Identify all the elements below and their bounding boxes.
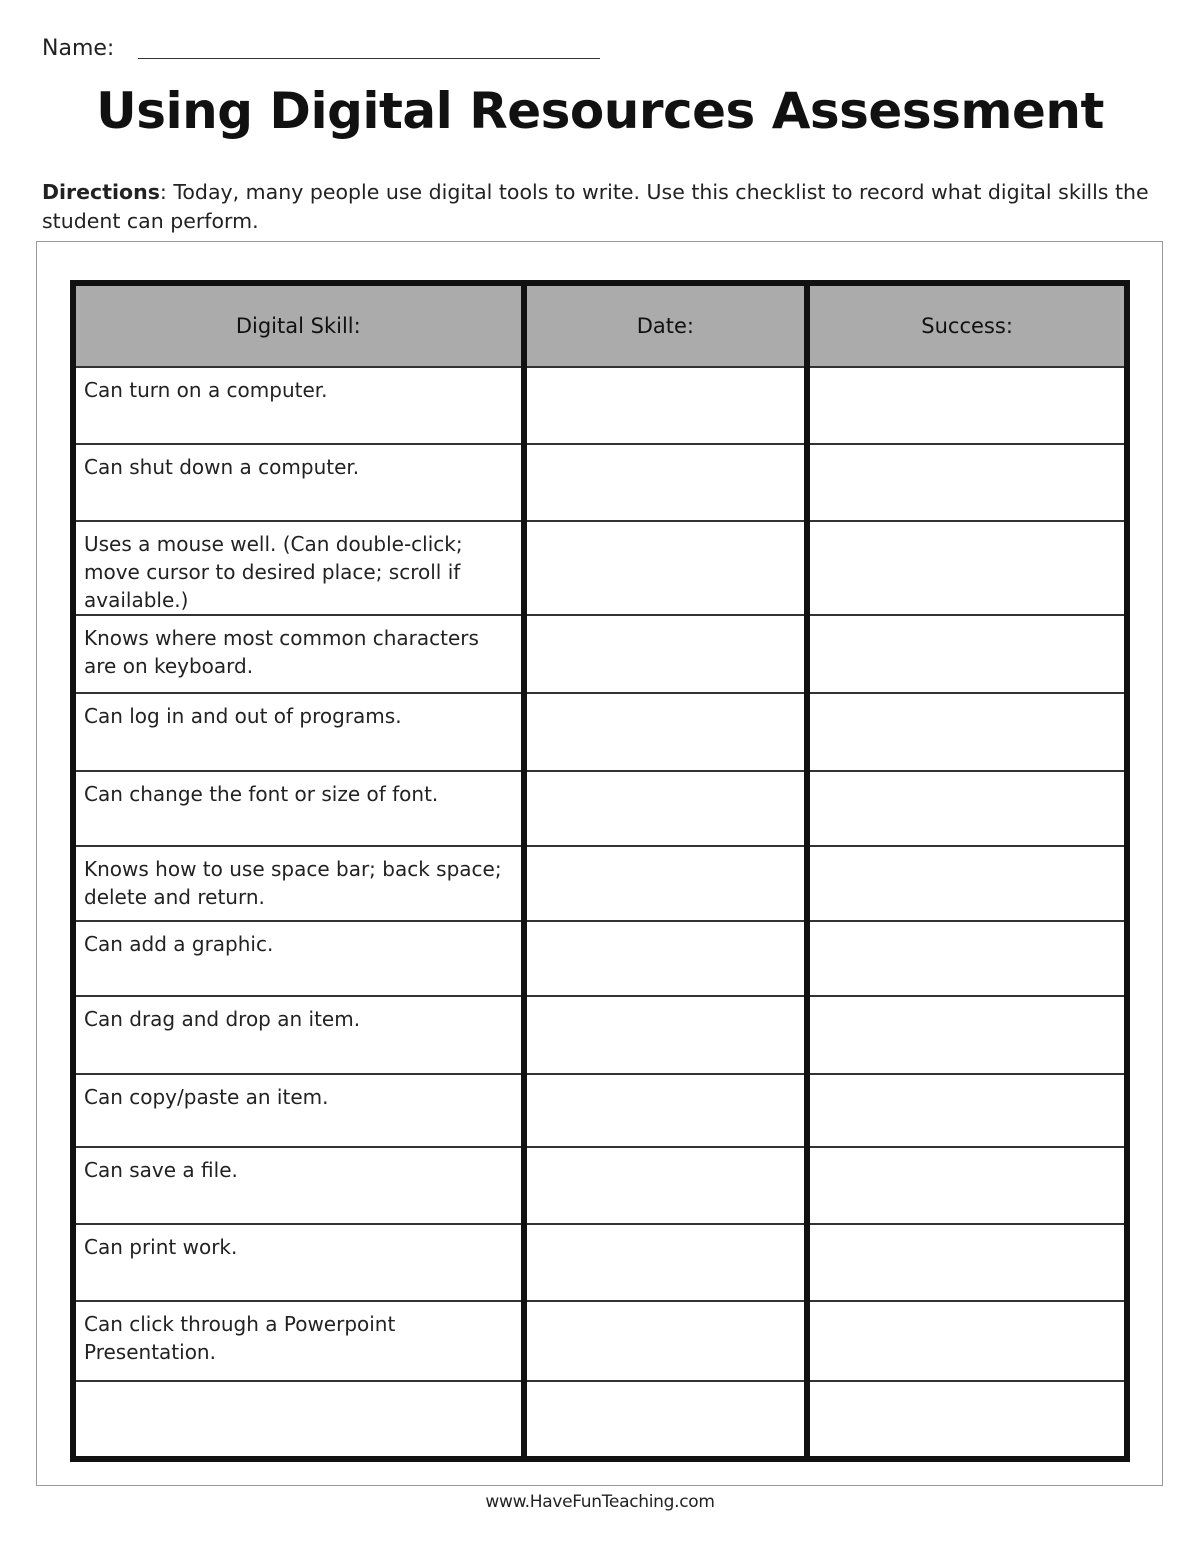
header-digital-skill: Digital Skill: [73,283,524,367]
date-cell[interactable] [524,996,808,1074]
header-date: Date: [524,283,808,367]
skill-cell: Uses a mouse well. (Can double-click; move cursor to desired place; scroll if available.) [73,521,524,615]
skill-cell: Can copy/paste an item. [73,1074,524,1147]
date-cell[interactable] [524,367,808,444]
success-cell[interactable] [807,521,1127,615]
skill-cell: Can shut down a computer. [73,444,524,521]
skill-cell: Knows where most common characters are on keyboard. [73,615,524,693]
skill-cell: Can log in and out of programs. [73,693,524,771]
skill-cell: Can save a file. [73,1147,524,1224]
success-cell[interactable] [807,1224,1127,1301]
table-row [73,444,1127,521]
table-row [73,1381,1127,1459]
skill-cell: Can change the font or size of font. [73,771,524,846]
date-cell[interactable] [524,693,808,771]
success-cell[interactable] [807,367,1127,444]
success-cell[interactable] [807,921,1127,996]
skill-cell: Can print work. [73,1224,524,1301]
success-cell[interactable] [807,693,1127,771]
footer-url: www.HaveFunTeaching.com [485,1492,715,1512]
date-cell[interactable] [524,771,808,846]
skill-cell: Can add a graphic. [73,921,524,996]
header-success: Success: [807,283,1127,367]
table-row [73,1224,1127,1301]
table-row [73,921,1127,996]
date-cell[interactable] [524,444,808,521]
skill-cell[interactable] [73,1381,524,1459]
date-cell[interactable] [524,921,808,996]
table-row [73,1147,1127,1224]
skill-cell: Can click through a Powerpoint Presentation. [73,1301,524,1381]
name-line[interactable] [138,58,600,59]
skill-cell: Can drag and drop an item. [73,996,524,1074]
success-cell[interactable] [807,771,1127,846]
skill-cell: Can turn on a computer. [73,367,524,444]
table-row [73,846,1127,921]
name-label: Name: [42,36,115,61]
date-cell[interactable] [524,1147,808,1224]
success-cell[interactable] [807,1301,1127,1381]
table-row [73,1074,1127,1147]
success-cell[interactable] [807,1147,1127,1224]
page-title: Using Digital Resources Assessment [96,82,1104,140]
table-header-row [73,283,1127,367]
name-row [42,34,602,64]
date-cell[interactable] [524,846,808,921]
directions-label: Directions [42,180,160,204]
skill-cell: Knows how to use space bar; back space; delete and return. [73,846,524,921]
success-cell[interactable] [807,444,1127,521]
date-cell[interactable] [524,1301,808,1381]
success-cell[interactable] [807,1381,1127,1459]
success-cell[interactable] [807,846,1127,921]
table-row [73,1301,1127,1381]
date-cell[interactable] [524,1074,808,1147]
date-cell[interactable] [524,1381,808,1459]
skills-table [70,280,1130,1462]
success-cell[interactable] [807,1074,1127,1147]
date-cell[interactable] [524,615,808,693]
table-row [73,693,1127,771]
table-row [73,367,1127,444]
table-row [73,615,1127,693]
directions [42,178,1152,236]
success-cell[interactable] [807,615,1127,693]
table-row [73,996,1127,1074]
date-cell[interactable] [524,521,808,615]
table-row [73,521,1127,615]
table-row [73,771,1127,846]
success-cell[interactable] [807,996,1127,1074]
date-cell[interactable] [524,1224,808,1301]
directions-text: : Today, many people use digital tools to write. Use this checklist to record what digital skills the student can perform. [42,180,1149,233]
